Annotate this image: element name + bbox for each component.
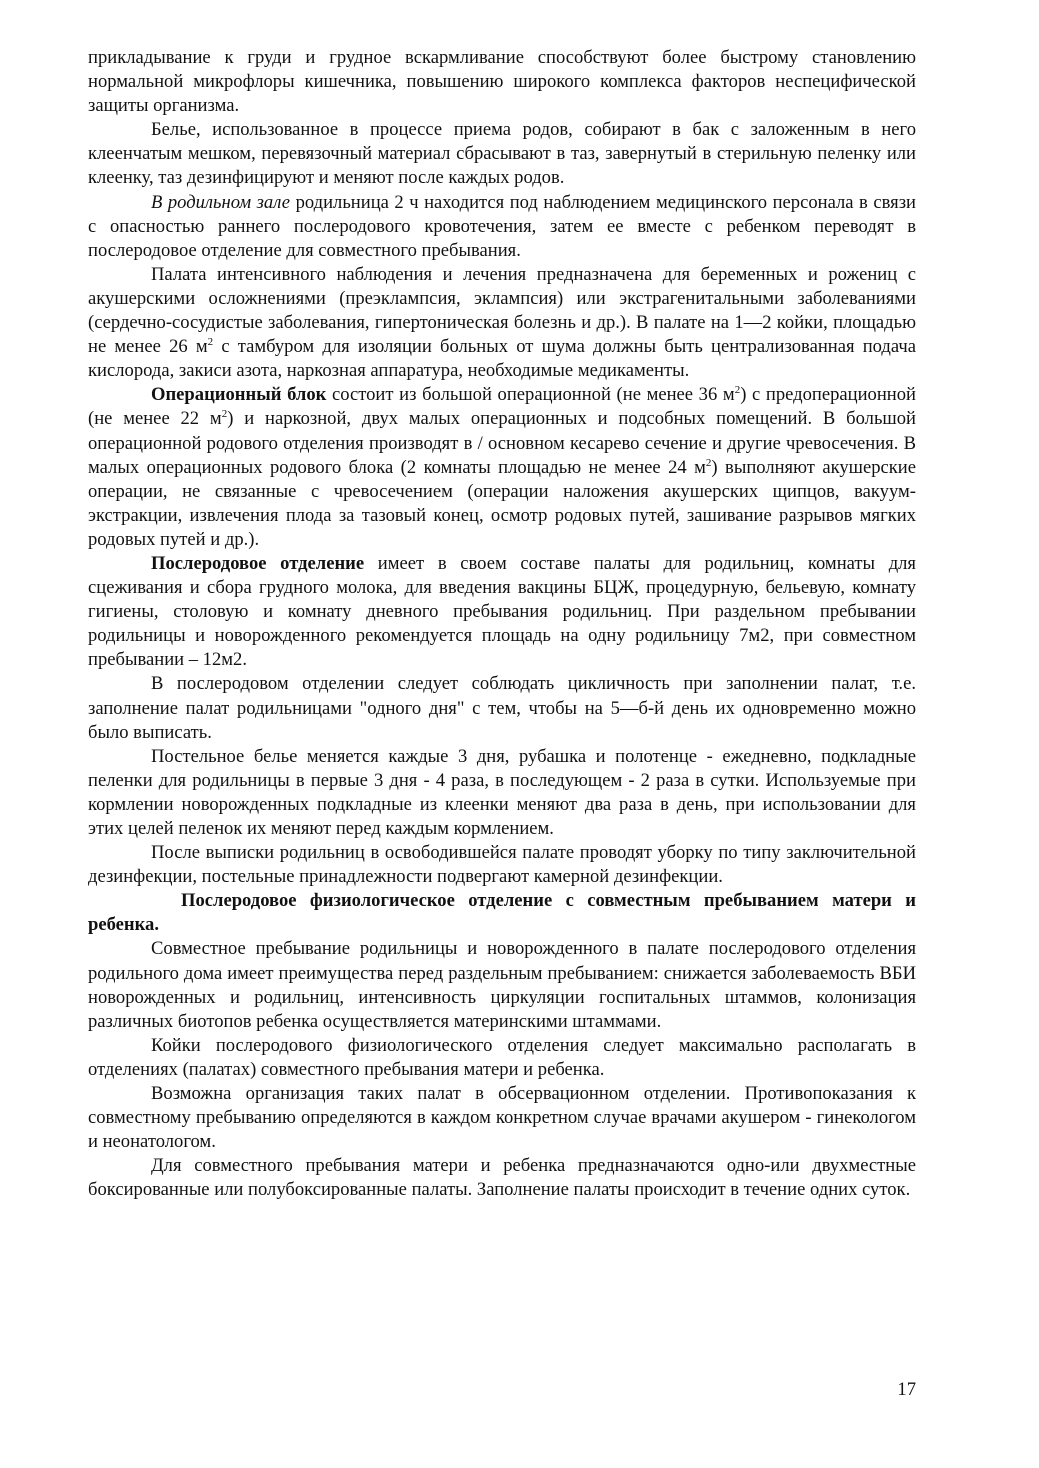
superscript: 2 <box>705 456 712 469</box>
postpartum-department-term: Послеродовое отделение <box>151 552 365 574</box>
paragraph-bed-linen: Постельное белье меняется каждые 3 дня, рубашка и полотенце - ежедневно, подкладные пеленки для родильницы в первые 3 дня - 4 раза, в последующем - 2 раза в сутки. Используемые при кормлении новорожденных подкладные из клеенки меняют два раза в день, при использовании для этих целей пеленок их меняют перед каждым кормлением. <box>88 745 916 839</box>
paragraph-operating-block <box>88 383 916 552</box>
paragraph-intensive-care-ward <box>88 263 916 383</box>
document-body <box>88 46 916 1203</box>
delivery-room-emphasis: В родильном зале <box>151 191 291 213</box>
postpartum-department-text: имеет в своем составе палаты для родильниц, комнаты для сцеживания и сбора грудного молока, для введения вакцины БЦЖ, процедурную, бельевую, комнату гигиены, столовую и комнату дневного пребывания родильниц. При раздельном пребывании родильницы и новорожденного рекомендуется площадь на одну родильницу 7м2, при совместном пребывании – 12м2. <box>88 552 916 671</box>
operating-block-text-a: состоит из большой операционной (не менее 36 м <box>326 384 735 406</box>
paragraph-contraindications: Возможна организация таких палат в обсервационном отделении. Противопоказания к совместному пребыванию определяются в каждом конкретном случае врачами акушером - гинекологом и неонатологом. <box>88 1083 916 1153</box>
paragraph-cyclic-filling: В послеродовом отделении следует соблюдать цикличность при заполнении палат, т.е. заполнение палат родильницами "одного дня" с тем, чтобы на 5—б-й день их одновременно можно было выписать. <box>88 673 916 743</box>
delivery-room-text: родильница 2 ч находится под наблюдением медицинского персонала в связи с опасностью раннего послеродового кровотечения, затем ее вместе с ребенком переводят в послеродовое отделение для совместного пребывания. <box>88 191 916 261</box>
paragraph-breastfeeding: прикладывание к груди и грудное вскармливание способствуют более быстрому становлению нормальной микрофлоры кишечника, повышению широкого комплекса факторов неспецифической защиты организма. <box>88 47 916 117</box>
operating-block-term: Операционный блок <box>151 384 327 406</box>
paragraph-joint-stay: Совместное пребывание родильницы и новорожденного в палате послеродового отделения родильного дома имеет преимущества перед раздельным пребыванием: снижается заболеваемость ВБИ новорожденных и родильниц, интенсивность циркуляции госпитальных штаммов, колонизация различных биотопов ребенка осуществляется материнскими штаммами. <box>88 938 916 1032</box>
section-heading <box>88 889 916 937</box>
paragraph-postpartum-department <box>88 552 916 672</box>
paragraph-beds: Койки послеродового физиологического отделения следует максимально располагать в отделениях (палатах) совместного пребывания матери и ребенка. <box>88 1034 916 1080</box>
intensive-care-text-b: с тамбуром для изоляции больных от шума должны быть централизованная подача кислорода, закиси азота, наркозная аппаратура, необходимые медикаменты. <box>88 336 917 382</box>
operating-block-text-d: ) выполняют акушерские операции, не связанные с чревосечением (операции наложения акушерских щипцов, вакуум-экстракции, извлечения плода за тазовый конец, осмотр родовых путей, зашивание разрывов мягких родовых путей и др.). <box>88 456 916 550</box>
intensive-care-text-a: Палата интенсивного наблюдения и лечения предназначена для беременных и рожениц с акушерскими осложнениями (преэклампсия, эклампсия) или экстрагенитальными заболеваниями (сердечно-сосудистые заболевания, гипертоническая болезнь и др.). В палате на 1—2 койки, площадью не менее 26 м <box>88 263 916 358</box>
paragraph-linen-collection: Белье, использованное в процессе приема родов, собирают в бак с заложенным в него клеенчатым мешком, перевязочный материал сбрасывают в таз, завернутый в стерильную пеленку или клеенку, таз дезинфицируют и меняют после каждых родов. <box>88 119 916 189</box>
operating-block-text-b: ) с предоперационной (не менее 22 м <box>88 384 917 430</box>
paragraph-disinfection: После выписки родильниц в освободившейся палате проводят уборку по типу заключительной дезинфекции, постельные принадлежности подвергают камерной дезинфекции. <box>88 842 916 888</box>
page-number: 17 <box>897 1379 916 1400</box>
superscript: 2 <box>221 408 228 421</box>
superscript: 2 <box>207 336 214 349</box>
paragraph-wards: Для совместного пребывания матери и ребенка предназначаются одно-или двухместные боксированные или полубоксированные палаты. Заполнение палаты происходит в течение одних суток. <box>88 1155 916 1201</box>
section-heading-text: Послеродовое физиологическое отделение с совместным пребыванием матери и ребенка. <box>88 890 916 936</box>
operating-block-text-c: ) и наркозной, двух малых операционных и подсобных помещений. В большой операционной родового отделения производят в / основном кесарево сечение и другие чревосечения. В малых операционных родового блока (2 комнаты площадью не менее 24 м <box>88 408 916 478</box>
superscript: 2 <box>734 384 741 397</box>
paragraph-delivery-room <box>88 191 916 263</box>
